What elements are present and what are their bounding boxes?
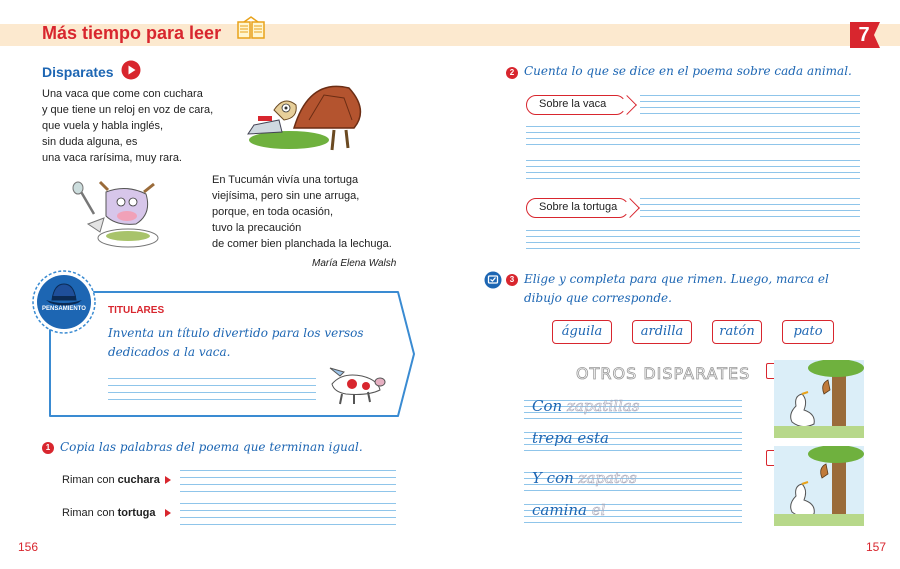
poem-stanza-1 [42, 86, 213, 166]
cow-eating-illustration [66, 180, 166, 252]
ruled-line [108, 392, 316, 393]
ruled-line [526, 242, 860, 243]
ruled-line [640, 95, 860, 96]
ruled-line [524, 522, 742, 523]
rhyme-row-2-field[interactable] [180, 503, 396, 525]
ruled-line [108, 385, 316, 386]
option-ardilla[interactable]: ardilla [632, 320, 692, 344]
ruled-line [524, 418, 742, 419]
ruled-line [640, 113, 860, 114]
ruled-line [180, 503, 396, 504]
option-raton[interactable]: ratón [712, 320, 762, 344]
arrow-right-icon [165, 476, 171, 484]
ruled-line [180, 517, 396, 518]
digital-activity-icon[interactable] [484, 271, 502, 289]
verse-traced: el [591, 501, 606, 519]
verse-line-3 [532, 469, 637, 487]
unit-badge [850, 22, 880, 48]
ruled-line [180, 524, 396, 525]
verse-written: trepa esta [532, 429, 609, 447]
ruled-line [526, 144, 860, 145]
poem-line: de comer bien planchada la lechuga. [212, 238, 392, 250]
poem-stanza-2 [212, 172, 392, 252]
verse-traced: zapatos [578, 469, 637, 487]
ruled-line [180, 491, 396, 492]
option-aguila[interactable]: águila [552, 320, 612, 344]
ruled-line [640, 216, 860, 217]
verse-written: camina [532, 501, 592, 519]
ruled-line [526, 230, 860, 231]
title-answer-field[interactable] [108, 378, 316, 400]
exercise-1-instruction: Copia las palabras del poema que terminan igual. [60, 440, 363, 454]
ruled-line [526, 248, 860, 249]
ruled-line [526, 160, 860, 161]
rhyme-row-1-label [62, 474, 160, 486]
tag-label: Sobre la tortuga [539, 201, 618, 213]
thinking-badge-label: PENSAMIENTO [42, 306, 86, 312]
rhyme-row-1-field[interactable] [180, 470, 396, 492]
page-number-left: 156 [18, 540, 39, 554]
poem-line: Una vaca que come con cuchara [42, 88, 203, 100]
arrow-right-icon [165, 509, 171, 517]
thinking-prompt: Inventa un título divertido para los versos dedicados a la vaca. [108, 326, 364, 359]
ruled-line [640, 198, 860, 199]
verse-written: Con [532, 397, 567, 415]
poem-line: porque, en toda ocasión, [212, 206, 334, 218]
poem-author: María Elena Walsh [312, 258, 397, 269]
play-icon[interactable] [121, 60, 141, 80]
rhyme-row-2-label [62, 507, 156, 519]
ruled-line [640, 204, 860, 205]
ruled-line [526, 132, 860, 133]
ruled-line [524, 450, 742, 451]
poem-line: sin duda alguna, es [42, 136, 138, 148]
option-pato[interactable]: pato [782, 320, 834, 344]
ruled-line [108, 378, 316, 379]
verse-traced: zapatillas [566, 397, 640, 415]
tortuga-answer-line-1[interactable] [640, 198, 860, 218]
goose-and-squirrel-picture-2 [774, 446, 864, 526]
ruled-line [180, 470, 396, 471]
rhyme-row-1-word: cuchara [117, 474, 160, 486]
ruled-line [108, 399, 316, 400]
poem-line: En Tucumán vivía una tortuga [212, 174, 359, 186]
open-book-icon [236, 16, 266, 42]
rhyme-row-2-word: tortuga [117, 507, 156, 519]
ruled-line [640, 107, 860, 108]
ruled-line [526, 138, 860, 139]
verse-line-4 [532, 501, 605, 519]
ruled-line [526, 126, 860, 127]
ruled-line [524, 490, 742, 491]
poem-line: viejísima, pero sin une arruga, [212, 190, 360, 202]
ruled-line [640, 101, 860, 102]
verse-written: Y con [532, 469, 579, 487]
poem-line: tuvo la precaución [212, 222, 302, 234]
poem-line: que vuela y habla inglés, [42, 120, 164, 132]
flying-cow-illustration [322, 366, 386, 406]
section-title: Más tiempo para leer [42, 23, 222, 43]
vaca-answer-line-1[interactable] [640, 95, 860, 115]
tortuga-answer-line-2[interactable] [526, 230, 860, 250]
verse-line-2 [532, 429, 609, 447]
vaca-answer-line-2[interactable] [526, 126, 860, 146]
tag-sobre-la-tortuga [526, 198, 629, 218]
ruled-line [180, 484, 396, 485]
ruled-line [640, 210, 860, 211]
vaca-answer-line-3[interactable] [526, 160, 860, 180]
tag-sobre-la-vaca [526, 95, 626, 115]
verse-line-1 [532, 397, 639, 415]
rhyme-row-2-prefix: Riman con [62, 507, 118, 519]
ruled-line [526, 178, 860, 179]
turtle-ironing-illustration [234, 70, 374, 160]
otros-disparates-title: OTROS DISPARATES [576, 364, 751, 383]
page-number-right: 157 [866, 540, 887, 554]
rhyme-row-1-prefix: Riman con [62, 474, 118, 486]
thinking-hat-badge [32, 270, 96, 334]
ruled-line [180, 477, 396, 478]
poem-title: Disparates [42, 64, 114, 80]
exercise-3-instruction: Elige y completa para que rimen. Luego, marca el dibujo que corresponde. [524, 272, 829, 305]
unit-number: 7 [858, 24, 870, 46]
ruled-line [526, 172, 860, 173]
ruled-line [180, 510, 396, 511]
tag-label: Sobre la vaca [539, 98, 607, 110]
poem-line: y que tiene un reloj en voz de cara, [42, 104, 214, 116]
ruled-line [526, 236, 860, 237]
exercise-1-number: 1 [42, 442, 54, 454]
goose-and-squirrel-picture-1 [774, 360, 864, 438]
exercise-2-instruction: Cuenta lo que se dice en el poema sobre cada animal. [524, 64, 852, 78]
exercise-3-number: 3 [506, 274, 518, 286]
ruled-line [526, 166, 860, 167]
poem-line: una vaca rarísima, muy rara. [42, 152, 182, 164]
exercise-2-number: 2 [506, 67, 518, 79]
thinking-label: TITULARES [108, 305, 165, 316]
